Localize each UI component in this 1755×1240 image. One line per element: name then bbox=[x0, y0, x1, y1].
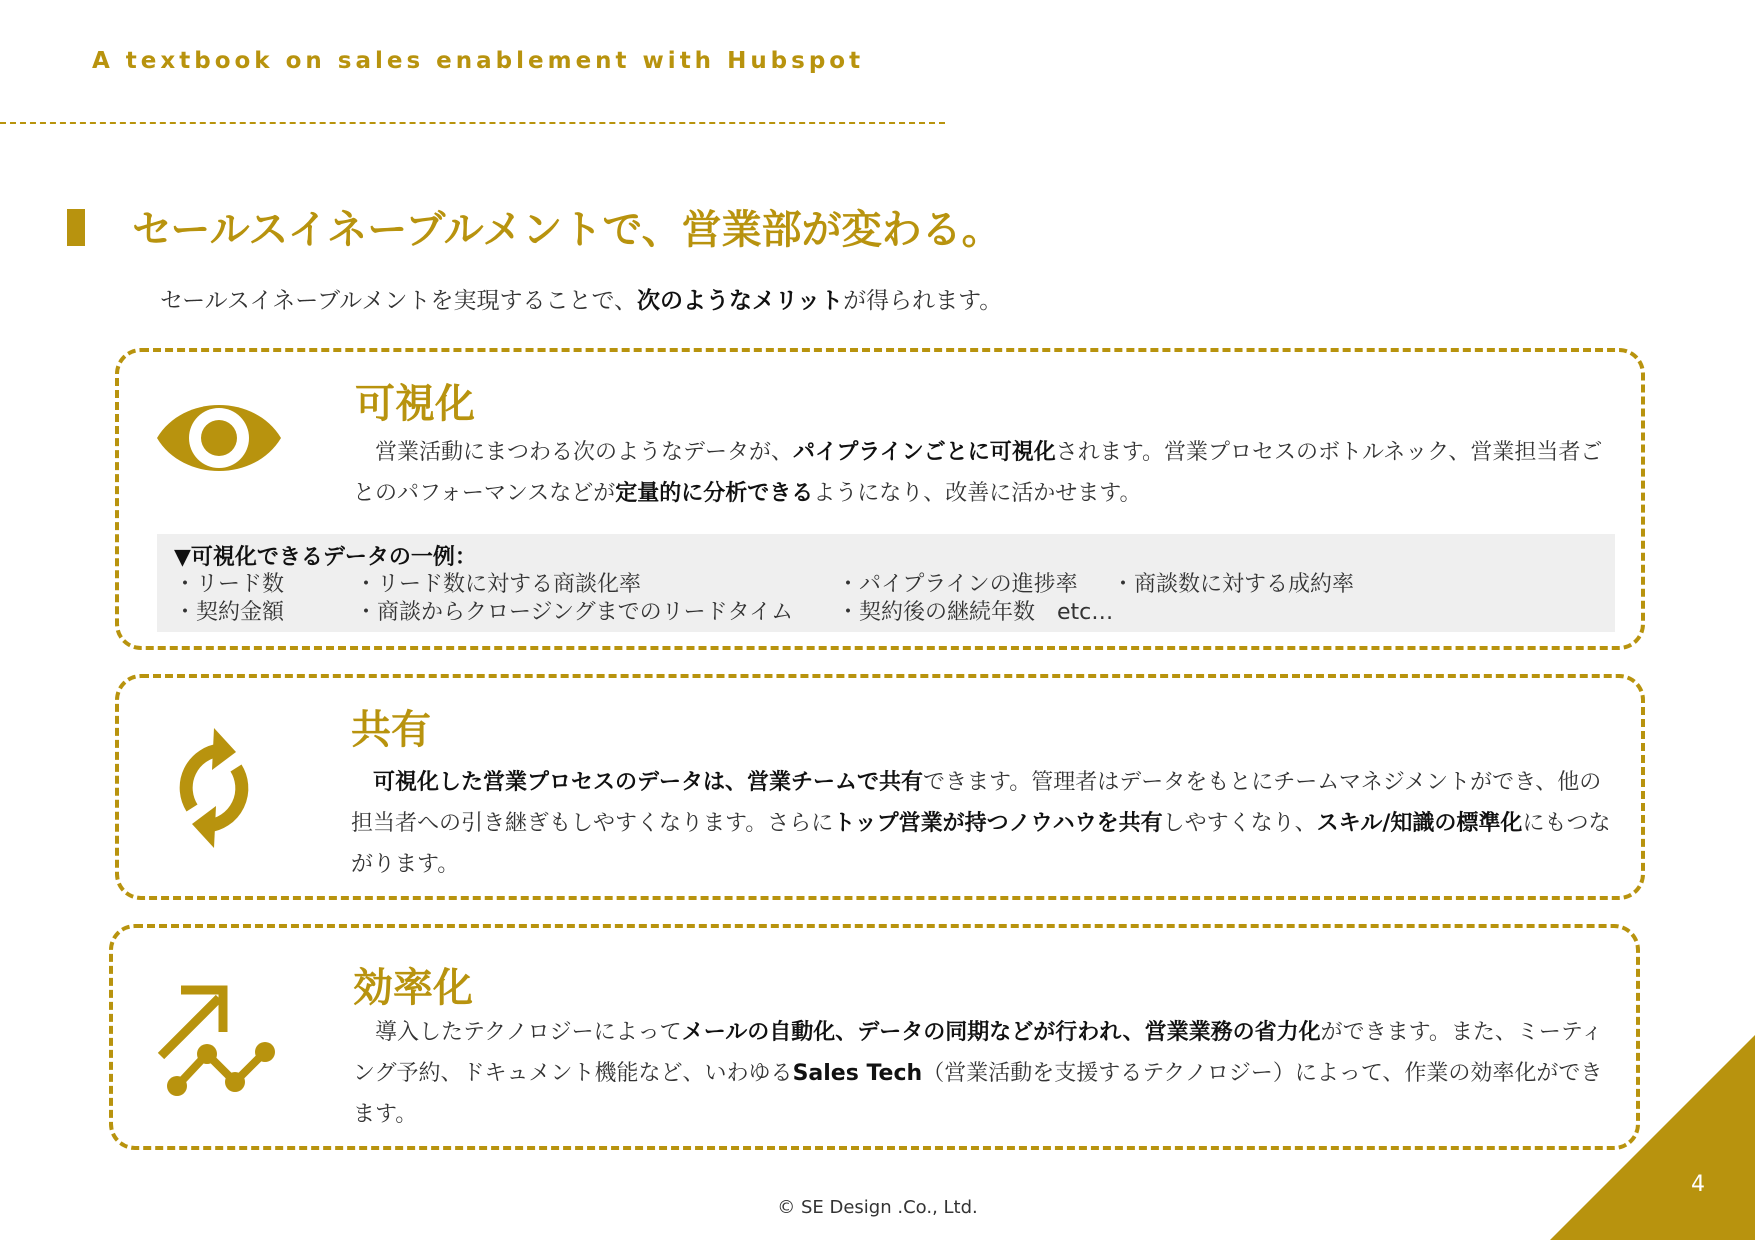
trend-up-icon bbox=[153, 984, 279, 1096]
card-body: 導入したテクノロジーによってメールの自動化、データの同期などが行われ、営業業務の省力化ができます。また、ミーティング予約、ドキュメント機能など、いわゆるSales Tech（営業活動を支援するテクノロジー）によって、作業の効率化ができます。 bbox=[353, 1020, 1604, 1127]
book-title: A textbook on sales enablement with Hubspot bbox=[92, 48, 865, 74]
sync-arrows-icon bbox=[164, 726, 264, 850]
card-title: 共有 bbox=[351, 707, 431, 753]
card-visualization bbox=[115, 348, 1645, 650]
list-item: ・商談からクロージングまでのリードタイム bbox=[355, 600, 794, 625]
data-examples-heading: ▼可視化できるデータの一例： bbox=[174, 545, 477, 570]
footer-copyright: © SE Design .Co., Ltd. bbox=[777, 1197, 978, 1218]
card-body: 営業活動にまつわる次のようなデータが、パイプラインごとに可視化されます。営業プロセスのボトルネック、営業担当者ごとのパフォーマンスなどが定量的に分析できるようになり、改善に活かせます。 bbox=[353, 440, 1603, 506]
card-title: 可視化 bbox=[355, 381, 475, 427]
card-body: 可視化した営業プロセスのデータは、営業チームで共有できます。管理者はデータをもとにチームマネジメントができ、他の担当者への引き継ぎもしやすくなります。さらにトップ営業が持つノウハウを共有しやすくなり、スキル/知識の標準化にもつながります。 bbox=[351, 770, 1611, 877]
eye-icon bbox=[155, 392, 283, 484]
page-number: 4 bbox=[1691, 1172, 1705, 1197]
list-item: ・商談数に対する成約率 bbox=[1112, 572, 1355, 597]
list-item: ・パイプラインの進捗率 bbox=[837, 572, 1078, 597]
intro-bold: 次のようなメリット bbox=[637, 288, 844, 314]
list-item: ・契約金額 bbox=[174, 600, 285, 625]
list-item: ・契約後の継続年数 etc… bbox=[837, 600, 1114, 625]
intro-text: セールスイネーブルメントを実現することで、次のようなメリットが得られます。 bbox=[160, 288, 1003, 314]
card-sharing bbox=[115, 674, 1645, 900]
card-title: 効率化 bbox=[353, 965, 473, 1011]
title-marker bbox=[67, 209, 85, 246]
list-item: ・リード数 bbox=[174, 572, 285, 597]
data-examples-box bbox=[157, 534, 1615, 632]
page-title: セールスイネーブルメントで、営業部が変わる。 bbox=[132, 207, 1002, 253]
header-divider bbox=[0, 122, 945, 124]
list-item: ・リード数に対する商談化率 bbox=[355, 572, 642, 597]
card-efficiency bbox=[109, 924, 1640, 1150]
